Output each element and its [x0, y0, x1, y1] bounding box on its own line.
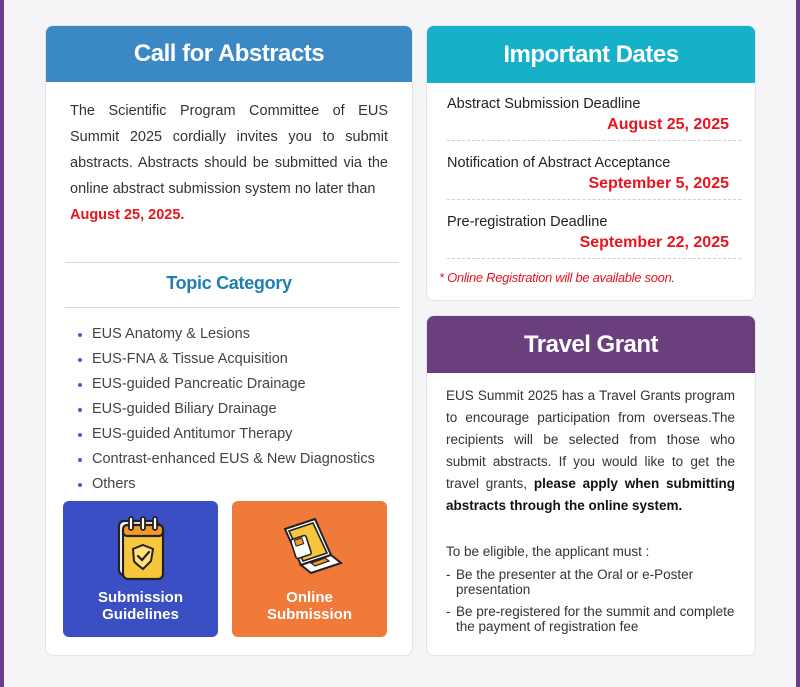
date-label: Pre-registration Deadline: [447, 214, 608, 230]
topic-item: Contrast-enhanced EUS & New Diagnostics: [76, 447, 375, 472]
travel-grant-bold-text: please apply when submitting abstracts through the online system.: [446, 476, 735, 513]
travel-grant-text: EUS Summit 2025 has a Travel Grants program to encourage participation from overseas.The recipients will be selected from those who submit abstracts. If you would like to get the travel grants,: [446, 388, 735, 491]
travel-grant-title: Travel Grant: [427, 316, 755, 373]
abstracts-intro: [46, 82, 412, 228]
topic-item: Others: [76, 472, 375, 497]
eligibility-title: To be eligible, the applicant must :: [446, 544, 650, 559]
dash-bullet: -: [446, 567, 451, 582]
date-separator: [447, 199, 741, 200]
travel-grant-description: [427, 373, 755, 517]
date-separator: [447, 140, 741, 141]
eligibility-item-text: Be pre-registered for the summit and complete the payment of registration fee: [456, 604, 735, 634]
online-submission-button[interactable]: [232, 501, 387, 637]
date-value: September 22, 2025: [579, 234, 729, 251]
topic-item: EUS-guided Pancreatic Drainage: [76, 372, 375, 397]
date-value: August 25, 2025: [607, 116, 729, 133]
date-separator: [447, 258, 741, 259]
topic-item: EUS-FNA & Tissue Acquisition: [76, 347, 375, 372]
important-dates-card: [426, 25, 756, 301]
date-row: [447, 153, 741, 200]
important-dates-title: Important Dates: [427, 26, 755, 83]
topic-category-title: Topic Category: [166, 273, 292, 293]
calendar-check-icon: [113, 511, 169, 583]
eligibility-section: [446, 541, 739, 641]
travel-grant-card: [426, 315, 756, 656]
eligibility-item-text: Be the presenter at the Oral or e-Poster presentation: [456, 567, 694, 597]
online-submission-label: Online Submission: [266, 589, 352, 623]
date-label: Abstract Submission Deadline: [447, 96, 641, 112]
right-frame-border: [796, 0, 800, 687]
date-value: September 5, 2025: [588, 175, 729, 192]
date-label: Notification of Abstract Acceptance: [447, 155, 671, 171]
date-row: [447, 212, 741, 259]
submission-guidelines-button[interactable]: [63, 501, 218, 637]
date-row: [447, 94, 741, 141]
eligibility-item: [446, 567, 739, 597]
abstracts-intro-text: The Scientific Program Committee of EUS Summit 2025 cordially invites you to submit abstracts. Abstracts should be submitted via the online abstract submission system no later than: [70, 103, 388, 197]
registration-note: * Online Registration will be available soon.: [439, 270, 675, 285]
topic-divider-bottom: [65, 307, 399, 308]
topic-item: EUS Anatomy & Lesions: [76, 322, 375, 347]
abstracts-deadline: August 25, 2025.: [70, 207, 185, 223]
call-for-abstracts-card: [45, 25, 413, 656]
left-frame-border: [0, 0, 4, 687]
topic-item: EUS-guided Antitumor Therapy: [76, 422, 375, 447]
topic-list: [76, 322, 375, 497]
laptop-document-icon: [275, 511, 345, 583]
call-for-abstracts-title: Call for Abstracts: [46, 26, 412, 82]
topic-item: EUS-guided Biliary Drainage: [76, 397, 375, 422]
submission-guidelines-label: Submission Guidelines: [97, 589, 183, 623]
topic-divider-top: [65, 262, 399, 263]
dash-bullet: -: [446, 604, 451, 619]
eligibility-item: [446, 604, 739, 634]
